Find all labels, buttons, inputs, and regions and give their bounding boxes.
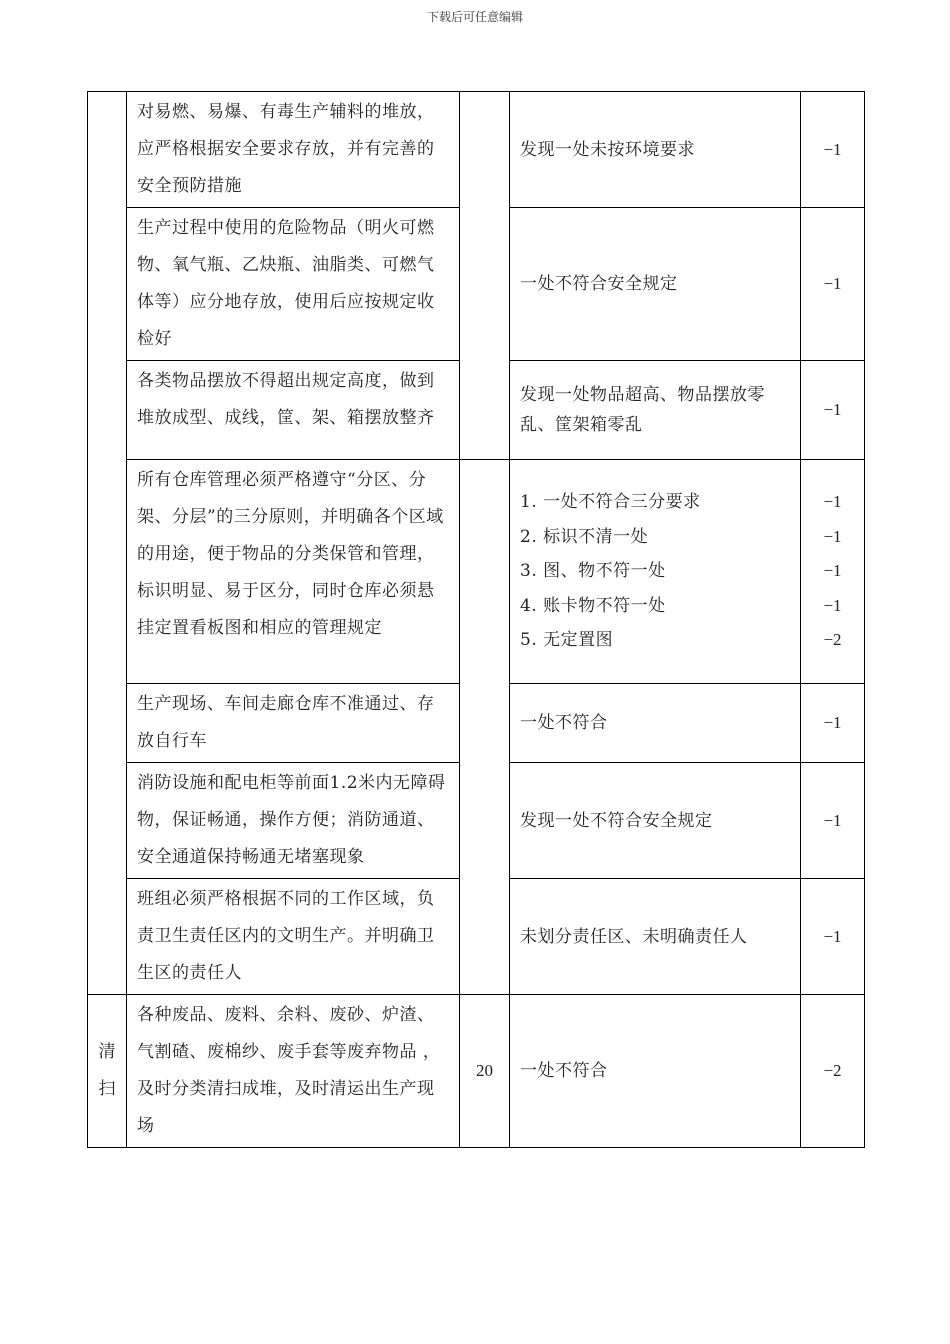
requirement-cell: 对易燃、易爆、有毒生产辅料的堆放，应严格根据安全要求存放，并有完善的安全预防措施	[127, 92, 460, 208]
requirement-cell: 各类物品摆放不得超出规定高度，做到堆放成型、成线，筐、架、箱摆放整齐	[127, 361, 460, 460]
criterion-list-item: 2. 标识不清一处	[520, 526, 649, 547]
points-cell: −1	[801, 361, 865, 460]
criterion-cell: 一处不符合安全规定	[510, 208, 801, 361]
requirement-cell: 班组必须严格根据不同的工作区域，负责卫生责任区内的文明生产。并明确卫生区的责任人	[127, 879, 460, 995]
points-cell: −1	[801, 208, 865, 361]
points-list-item: −1	[823, 561, 842, 581]
score-cell-empty	[460, 92, 510, 460]
category-char: 扫	[98, 1079, 116, 1099]
points-cell: −1	[801, 684, 865, 763]
score-cell-empty	[460, 460, 510, 995]
criterion-cell: 未划分责任区、未明确责任人	[510, 879, 801, 995]
points-list-item: −1	[823, 526, 842, 546]
points-cell: −1	[801, 763, 865, 879]
table-row	[88, 995, 865, 1148]
score-cell: 20	[460, 995, 510, 1148]
points-cell: −1	[801, 92, 865, 208]
points-list-item: −1	[823, 595, 842, 615]
category-cell	[88, 995, 127, 1148]
criterion-list-cell	[510, 460, 801, 684]
points-cell: −2	[801, 995, 865, 1148]
criterion-cell: 发现一处物品超高、物品摆放零乱、筐架箱零乱	[510, 361, 801, 460]
criterion-cell: 一处不符合	[510, 995, 801, 1148]
points-cell: −1	[801, 879, 865, 995]
points-list-cell	[801, 460, 865, 684]
requirement-cell: 生产过程中使用的危险物品（明火可燃物、氧气瓶、乙炔瓶、油脂类、可燃气体等）应分地存放，使用后应按规定收检好	[127, 208, 460, 361]
category-char: 清	[98, 1042, 116, 1062]
requirement-cell: 消防设施和配电柜等前面1.2米内无障碍物，保证畅通，操作方便；消防通道、安全通道保持畅通无堵塞现象	[127, 763, 460, 879]
requirement-cell: 生产现场、车间走廊仓库不准通过、存放自行车	[127, 684, 460, 763]
criterion-cell: 发现一处不符合安全规定	[510, 763, 801, 879]
table-row	[88, 92, 865, 208]
criterion-list-item: 1. 一处不符合三分要求	[520, 492, 701, 513]
category-cell-empty	[88, 92, 127, 995]
points-list-item: −2	[823, 630, 842, 650]
requirement-cell: 各种废品、废料、余料、废砂、炉渣、气割碴、废棉纱、废手套等废弃物品 ，及时分类清扫成堆，及时清运出生产现场	[127, 995, 460, 1148]
criterion-list-item: 3. 图、物不符一处	[520, 561, 666, 582]
page-header: 下载后可任意编辑	[426, 10, 523, 24]
criterion-cell: 一处不符合	[510, 684, 801, 763]
inspection-table	[87, 91, 865, 1148]
criterion-cell: 发现一处未按环境要求	[510, 92, 801, 208]
criterion-list-item: 5. 无定置图	[520, 630, 614, 651]
points-list-item: −1	[823, 492, 842, 512]
requirement-cell: 所有仓库管理必须严格遵守“分区、分架、分层”的三分原则，并明确各个区域的用途，便于物品的分类保管和管理，标识明显、易于区分，同时仓库必须悬挂定置看板图和相应的管理规定	[127, 460, 460, 684]
table-row	[88, 460, 865, 684]
criterion-list-item: 4. 账卡物不符一处	[520, 595, 666, 616]
